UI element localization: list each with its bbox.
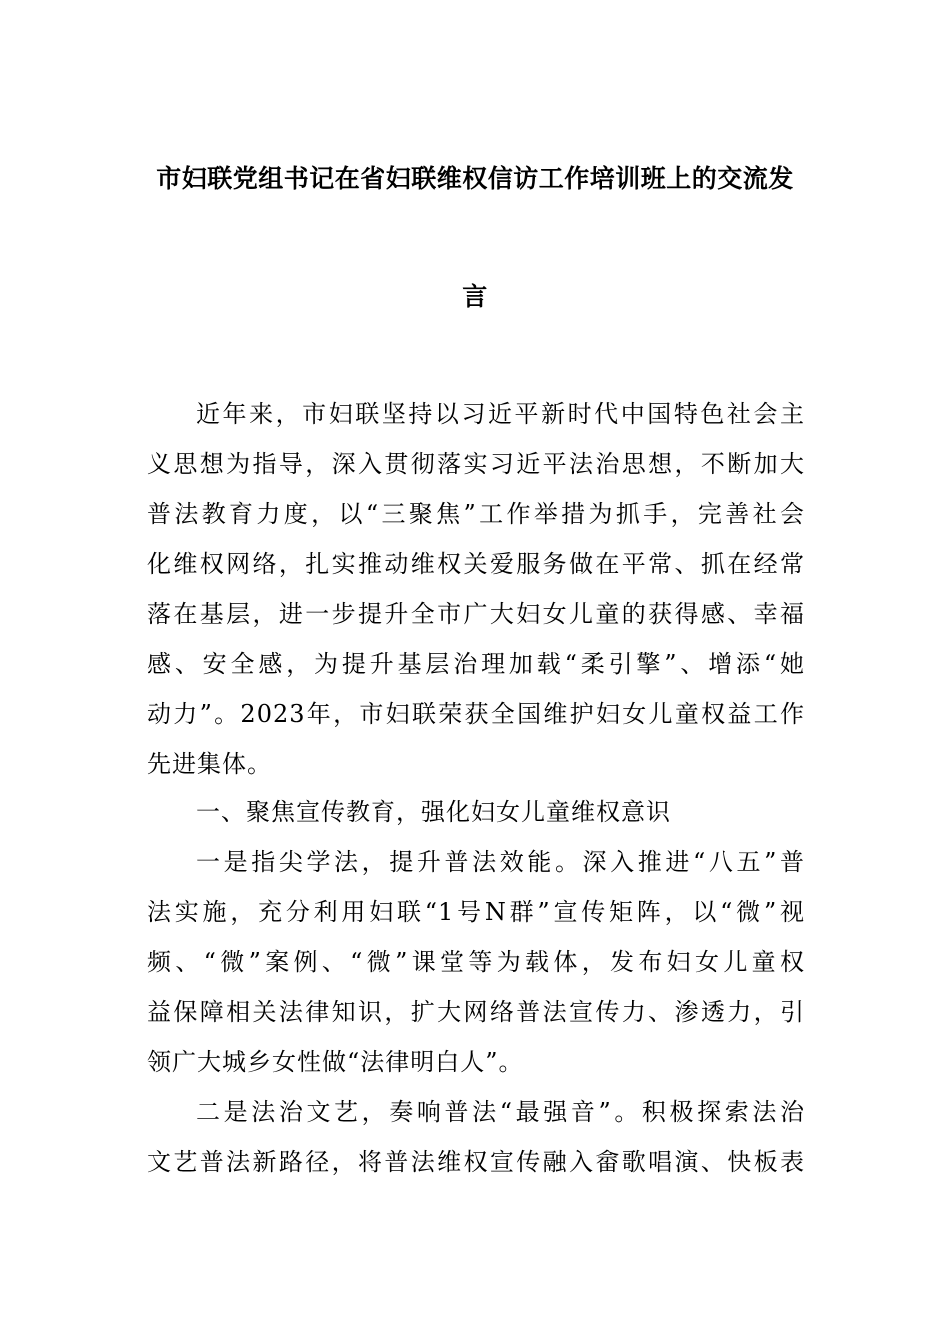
text-line: 动力”。2023年，市妇联荣获全国维护妇女儿童权益工作 bbox=[147, 700, 805, 728]
text-line: 近年来，市妇联坚持以习近平新时代中国特色社会主 bbox=[196, 400, 805, 428]
paragraph-intro bbox=[147, 389, 805, 789]
text-line: 频、“微”案例、“微”课堂等为载体，发布妇女儿童权 bbox=[147, 948, 805, 976]
section-heading-text: 一、聚焦宣传教育，强化妇女儿童维权意识 bbox=[196, 798, 671, 826]
text-line: 先进集体。 bbox=[147, 750, 272, 778]
text-line: 落在基层，进一步提升全市广大妇女儿童的获得感、幸福 bbox=[147, 600, 805, 628]
paragraph-point-1 bbox=[147, 837, 805, 1087]
text-line: 领广大城乡女性做“法律明白人”。 bbox=[147, 1048, 524, 1076]
section-heading-1 bbox=[147, 787, 805, 837]
document-title-line-2: 言 bbox=[462, 282, 488, 311]
text-line: 益保障相关法律知识，扩大网络普法宣传力、渗透力，引 bbox=[147, 998, 805, 1026]
text-line: 义思想为指导，深入贯彻落实习近平法治思想，不断加大 bbox=[147, 450, 805, 478]
document-title-line-1: 市妇联党组书记在省妇联维权信访工作培训班上的交流发 bbox=[156, 164, 794, 193]
text-line: 文艺普法新路径，将普法维权宣传融入畲歌唱演、快板表 bbox=[147, 1148, 805, 1176]
text-line: 感、安全感，为提升基层治理加载“柔引擎”、增添“她 bbox=[147, 650, 805, 678]
text-line: 普法教育力度，以“三聚焦”工作举措为抓手，完善社会 bbox=[147, 500, 805, 528]
text-line: 二是法治文艺，奏响普法“最强音”。积极探索法治 bbox=[196, 1098, 805, 1126]
paragraph-point-2 bbox=[147, 1087, 805, 1187]
text-line: 化维权网络，扎实推动维权关爱服务做在平常、抓在经常 bbox=[147, 550, 805, 578]
text-line: 一是指尖学法，提升普法效能。深入推进“八五”普 bbox=[196, 848, 805, 876]
text-line: 法实施，充分利用妇联“1号N群”宣传矩阵，以“微”视 bbox=[147, 898, 805, 926]
